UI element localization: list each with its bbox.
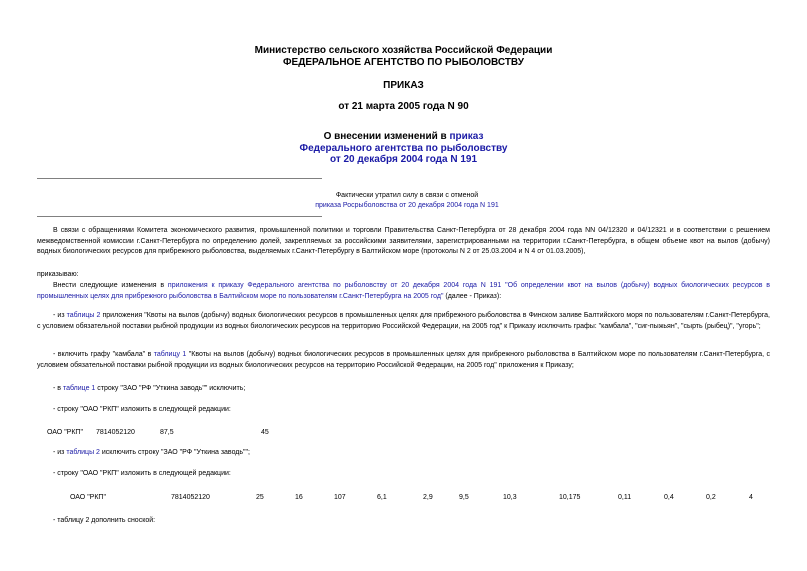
title-link-date[interactable]: от 20 декабря 2004 года N 191 — [329, 154, 478, 165]
change-item-5 — [37, 448, 770, 459]
table1-link-2[interactable]: таблице 1 — [62, 385, 96, 392]
document-date-number: от 21 марта 2005 года N 90 — [338, 101, 469, 112]
change-2-prefix: - включить графу "камбала" в — [53, 351, 154, 358]
table2-cell: 4 — [749, 494, 753, 501]
table2-cell: 10,3 — [503, 494, 517, 501]
title-link-order[interactable]: приказ — [449, 131, 484, 142]
change-1-prefix: - из — [53, 312, 67, 319]
table2-link[interactable]: таблицы 2 — [66, 312, 101, 319]
divider-top — [37, 178, 322, 179]
table2-cell: 0,2 — [706, 494, 716, 501]
divider-bottom — [37, 216, 322, 217]
table2-cell: 7814052120 — [171, 494, 210, 501]
table2-cell: 0,11 — [618, 494, 632, 501]
change-item-1 — [37, 311, 770, 332]
change-2-text: "Квоты на вылов (добычу) водных биологических ресурсов в промышленных целях для прибрежного рыболовства в Балтийском море по пользователям г.Санкт-Петербурга, с условием обязательной поставки рыбной продукции из водных биологических ресурсов на территорию Российской Федерации, на 2005 год" приложения к Приказу; — [37, 351, 771, 369]
order-word: приказываю: — [37, 271, 79, 278]
table1-link[interactable]: таблицу 1 — [153, 351, 187, 358]
title-prefix: О внесении изменений в — [323, 131, 450, 142]
title-line-2 — [0, 143, 807, 154]
table2-cell: 0,4 — [664, 494, 674, 501]
title-line-3 — [0, 154, 807, 165]
status-note-line-2 — [244, 202, 570, 209]
table2-cell: 10,175 — [559, 494, 581, 501]
table1-cell: 45 — [261, 429, 269, 436]
change-item-3 — [37, 384, 770, 395]
document-title — [0, 131, 807, 142]
document-type: ПРИКАЗ — [383, 80, 424, 91]
change-item-6: - строку "ОАО "РКП" изложить в следующей редакции: — [53, 470, 231, 477]
changes-intro-paragraph — [37, 281, 770, 302]
change-3-text: строку "ЗАО "РФ "Уткина заводь"" исключить; — [95, 385, 246, 392]
title-link-agency[interactable]: Федерального агентства по рыболовству — [299, 143, 508, 154]
change-item-7: - таблицу 2 дополнить сноской: — [53, 517, 156, 524]
change-item-4: - строку "ОАО "РКП" изложить в следующей редакции: — [53, 406, 231, 413]
table2-cell: ОАО "РКП" — [70, 494, 106, 501]
table2-cell: 2,9 — [423, 494, 433, 501]
change-3-prefix: - в — [53, 385, 63, 392]
change-1-text: приложения "Квоты на вылов (добычу) водных биологических ресурсов в промышленных целях для прибрежного рыболовства в Финском заливе Балтийского моря по пользователям г.Санкт-Петербурга, с условием обязательной поставки рыбной продукции из водных биологических ресурсов на территорию Российской Федерации, на 2005 год" к Приказу исключить графы: "камбала", "сиг-пыжьян", "сырть (рыбец)", "угорь"; — [37, 312, 771, 330]
table1-cell: 87,5 — [160, 429, 174, 436]
change-item-2 — [37, 350, 770, 371]
table2-cell: 9,5 — [459, 494, 469, 501]
ministry-name: Министерство сельского хозяйства Российской Федерации — [254, 45, 553, 56]
table2-cell: 25 — [256, 494, 264, 501]
table1-cell: 7814052120 — [96, 429, 135, 436]
table2-cell: 6,1 — [377, 494, 387, 501]
change-5-prefix: - из — [53, 449, 67, 456]
table2-link-2[interactable]: таблицы 2 — [66, 449, 100, 456]
table2-cell: 16 — [295, 494, 303, 501]
preamble-paragraph: В связи с обращениями Комитета экономического развития, промышленной политики и торговли Правительства Санкт-Петербурга от 28 декабря 2004 года NN 04/12320 и 04/12321 и в соответствии с решением межведомственной комиссии г.Санкт-Петербурга по определению долей, закрепляемых за российскими заявителями, зарегистрированными на территории г.Санкт-Петербурга, в общем объеме квот на вылов (добычу) водных биологических ресурсов для прибрежного рыболовства, выделяемых г.Санкт-Петербургу в Балтийском море (протоколы N 2 от 25.03.2004 и N 4 от 01.03.2005), — [37, 227, 770, 255]
agency-name: ФЕДЕРАЛЬНОЕ АГЕНТСТВО ПО РЫБОЛОВСТВУ — [283, 57, 524, 68]
changes-intro-text: Внести следующие изменения в — [53, 282, 168, 289]
status-note-text: Фактически утратил силу в связи с отменой — [335, 192, 479, 199]
order-appendix-link[interactable]: приложения к приказу Федерального агентства по рыболовству от 20 декабря 2004 года N 191 "Об определении квот на вылов (добычу) водных биологических ресурсов в промышленных целях для прибрежного рыболовства в Балтийском море по пользователям г.Санкт-Петербурга на 2005 год" — [37, 282, 770, 300]
table2-cell: 107 — [334, 494, 346, 501]
table1-cell: ОАО "РКП" — [47, 429, 83, 436]
changes-intro-suffix: (далее - Приказ): — [443, 292, 502, 300]
status-note-link[interactable]: приказа Росрыболовства от 20 декабря 2004 года N 191 — [315, 202, 499, 209]
change-5-text: исключить строку "ЗАО "РФ "Уткина заводь""; — [99, 449, 250, 456]
